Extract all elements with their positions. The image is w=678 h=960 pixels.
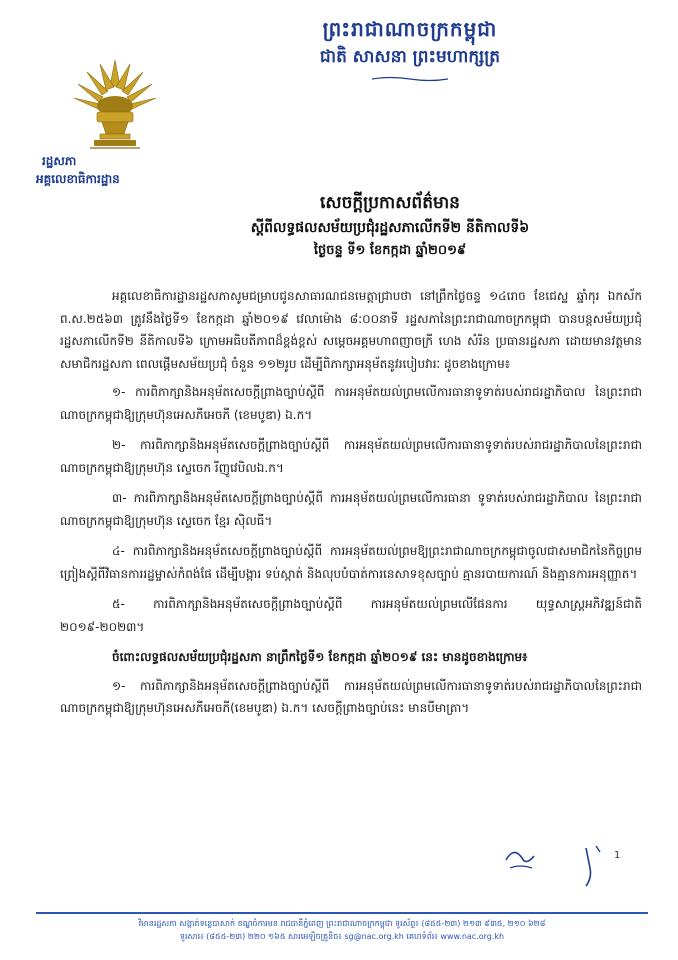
footer-divider [36, 912, 648, 914]
kingdom-motto: ជាតិ សាសនា ព្រះមហាក្សត្រ [319, 47, 501, 67]
organization-name-line2: អគ្គលេខាធិការដ្ឋាន [36, 172, 120, 186]
agenda-item-2: ២- ការពិភាក្សានិងអនុម័តសេចក្ដីព្រាងច្បាប់ស្ដីពី ការអនុម័តយល់ព្រមលើការធានាទូទាត់របស់រាជរដ្ឋាភិបាលនៃព្រះរាជាណាចក្រកម្ពុជាឱ្យក្រុមហ៊ុន ស្ទេចេក រីញូវេបិលឯ.ក។ [60, 438, 642, 475]
initials-signature-icon [500, 838, 620, 898]
footer-address-line: វិមានរដ្ឋសភា សង្កាត់ទន្លេបាសាក់ ខណ្ឌចំការមន រាជធានីភ្នំពេញ ព្រះរាជាណាចក្រកម្ពុជា ទូរស័ព្ទ៖ (៨៥៥-២៣) ២១៣ ៩៣៥, ២១០ ៦២៨ [138, 919, 546, 928]
agenda-item-5: ៥- ការពិភាក្សានិងអនុម័តសេចក្ដីព្រាងច្បាប់ស្ដីពី ការអនុម័តយល់ព្រមលើផែនការ យុទ្ធសាស្ត្រអភិវឌ្ឍន៍ជាតិ ២០១៩-២០២៣។ [60, 597, 642, 634]
parliament-emblem-icon [70, 56, 160, 151]
kingdom-title: ព្រះរាជាណាចក្រកម្ពុជា [322, 17, 498, 41]
header-ornament-icon [370, 76, 450, 82]
agenda-item-3: ៣- ការពិភាក្សានិងអនុម័តសេចក្ដីព្រាងច្បាប់ស្ដីពី ការអនុម័តយល់ព្រមលើការធានា ទូទាត់របស់រាជរដ្ឋាភិបាល នៃព្រះរាជាណាចក្រកម្ពុជាឱ្យក្រុមហ៊ុន ស្ទេចេក ខ្មែរ ស៊ិលធី។ [60, 491, 642, 528]
result-heading: ចំពោះលទ្ធផលសម័យប្រជុំរដ្ឋសភា នាព្រឹកថ្ងៃទី១ ខែកក្កដា ឆ្នាំ២០១៩ នេះ មានដូចខាងក្រោម៖ [112, 650, 528, 664]
agenda-item-1: ១- ការពិភាក្សានិងអនុម័តសេចក្ដីព្រាងច្បាប់ស្ដីពី ការអនុម័តយល់ព្រមលើការធានាទូទាត់របស់រាជរដ្ឋាភិបាល នៃព្រះរាជាណាចក្រកម្ពុជាឱ្យក្រុមហ៊ុនអេសភីអេចភី (ខេមបូឌា) ឯ.ក។ [60, 385, 642, 422]
agenda-item-4: ៤- ការពិភាក្សានិងអនុម័តសេចក្ដីព្រាងច្បាប់ស្ដីពី ការអនុម័តយល់ព្រមឱ្យព្រះរាជាណាចក្រកម្ពុជាចូលជាសមាជិកនៃកិច្ចព្រមព្រៀងស្ដីពីវិធានការរដ្ឋម្ចាស់កំពង់ផែ ដើម្បីបង្ការ ទប់ស្កាត់ និងលុបបំបាត់ការនេសាទខុសច្បាប់ គ្មានរបាយការណ៍ និងគ្មានការអនុញ្ញាត។ [60, 544, 642, 581]
organization-name-line1: រដ្ឋសភា [42, 154, 77, 168]
organization-name [36, 152, 196, 188]
footer-contact [36, 917, 648, 943]
document-subtitle: ស្ដីពីលទ្ធផលសម័យប្រជុំរដ្ឋសភាលើកទី២ នីតិកាលទី៦ [250, 220, 530, 236]
document-date: ថ្ងៃចន្ទ ទី១ ខែកក្កដា ឆ្នាំ២០១៩ [313, 243, 467, 258]
result-item-1: ១- ការពិភាក្សានិងអនុម័តសេចក្ដីព្រាងច្បាប់ស្ដីពី ការអនុម័តយល់ព្រមលើការធានាទូទាត់របស់រាជរដ្ឋាភិបាលនៃព្រះរាជាណាចក្រកម្ពុជាឱ្យក្រុមហ៊ុនអេសភីអេចភី(ខេមបូឌា) ឯ.ក។ សេចក្ដីព្រាងច្បាប់នេះ មានបីមាត្រា។ [60, 678, 642, 715]
document-title: សេចក្ដីប្រកាសព័ត៌មាន [320, 193, 460, 213]
footer-contact-line: ទូរសារ៖ (៨៥៥-២៣) ២២០ ១៦៥ សារអេឡិចត្រូនិច៖ sg@nac.org.kh គេហទំព័រ៖ www.nac.org.kh [179, 932, 505, 941]
intro-paragraph: អគ្គលេខាធិការដ្ឋានរដ្ឋសភាសូមជម្រាបជូនសាធារណជនមេត្តាជ្រាបថា នៅព្រឹកថ្ងៃចន្ទ ១៤រោច ខែជេស្ឋ ឆ្នាំកុរ ឯកស័ក ព.ស.២៥៦៣ ត្រូវនឹងថ្ងៃទី១ ខែកក្កដា ឆ្នាំ២០១៩ វេលាម៉ោង ៨:០០នាទី រដ្ឋសភានៃព្រះរាជាណាចក្រកម្ពុជា បានបន្តសម័យប្រជុំរដ្ឋសភាលើកទី២ នីតិកាលទី៦ ក្រោមអធិបតីភាពដ៏ខ្ពង់ខ្ពស់ សម្ដេចអគ្គមហាពញាចក្រី ហេង សំរិន ប្រធានរដ្ឋសភា ដោយមានវត្តមានសមាជិករដ្ឋសភា ពេលផ្ដើមសម័យប្រជុំ ចំនួន ១១២រូប ដើម្បីពិភាក្សាអនុម័តនូវរបៀបវារៈ ដូចខាងក្រោម៖ [60, 289, 642, 371]
document-body [60, 285, 642, 728]
document-heading [170, 190, 610, 262]
page-number: 1 [614, 850, 621, 861]
